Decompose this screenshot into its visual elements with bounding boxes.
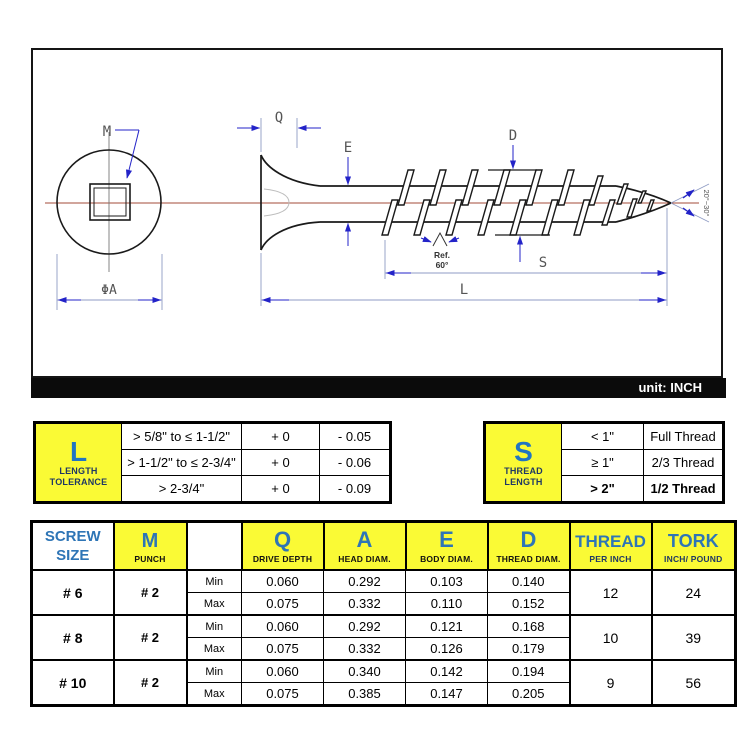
row-size-10-min [32, 660, 736, 683]
header-screw-size: SCREW SIZE [32, 522, 114, 571]
tork-cell: 56 [652, 660, 736, 706]
d-min: 0.194 [488, 660, 570, 683]
thread-per-inch-cell: 12 [570, 570, 652, 615]
l-symbol-cell [35, 423, 122, 503]
q-max: 0.075 [242, 638, 324, 661]
ref-label: Ref. [433, 250, 451, 260]
header-thread-per-inch: THREAD PER INCH [570, 522, 652, 571]
d-min: 0.168 [488, 615, 570, 638]
dim-phi-a [57, 254, 162, 310]
header-row [32, 522, 736, 571]
e-min: 0.121 [406, 615, 488, 638]
s-cond: < 1" [562, 423, 644, 450]
e-max: 0.110 [406, 593, 488, 616]
s-symbol: S [514, 435, 533, 467]
e-min: 0.142 [406, 660, 488, 683]
max-label: Max [187, 593, 242, 616]
thread-angle-ref [421, 233, 459, 270]
e-min: 0.103 [406, 570, 488, 593]
screw-technical-drawing [31, 48, 723, 378]
l-plus: + 0 [242, 476, 320, 503]
l-minus: - 0.09 [320, 476, 391, 503]
header-d-thread-diam: D THREAD DIAM. [488, 522, 570, 571]
d-max: 0.179 [488, 638, 570, 661]
l-minus: - 0.05 [320, 423, 391, 450]
e-max: 0.126 [406, 638, 488, 661]
length-tolerance-table [33, 421, 392, 504]
square-recess-outer [90, 184, 130, 220]
a-min: 0.340 [324, 660, 406, 683]
s-cond: > 2" [562, 476, 644, 503]
dim-e [344, 140, 352, 246]
d-label: D [508, 128, 518, 144]
e-label: E [343, 140, 353, 156]
a-max: 0.385 [324, 683, 406, 706]
q-max: 0.075 [242, 683, 324, 706]
tip-angle-label: 20°~30° [702, 189, 711, 217]
size-cell: # 10 [32, 660, 114, 706]
l-range: > 5/8" to ≤ 1-1/2" [122, 423, 242, 450]
punch-cell: # 2 [114, 570, 187, 615]
s-label: S [538, 255, 548, 271]
drawing-frame [31, 48, 723, 378]
punch-cell: # 2 [114, 615, 187, 660]
size-cell: # 6 [32, 570, 114, 615]
s-result: 2/3 Thread [644, 450, 724, 476]
row-size-8-min [32, 615, 736, 638]
q-label: Q [274, 110, 284, 126]
a-min: 0.292 [324, 570, 406, 593]
l-title-1: LENGTH [59, 465, 98, 476]
phi-a-label: ΦA [101, 283, 117, 298]
screw-spec-table [30, 520, 737, 707]
q-max: 0.075 [242, 593, 324, 616]
s-title-2: LENGTH [504, 477, 543, 488]
max-label: Max [187, 638, 242, 661]
tork-cell: 39 [652, 615, 736, 660]
dim-q [237, 110, 321, 152]
l-range: > 1-1/2" to ≤ 2-3/4" [122, 450, 242, 476]
head-front-view [57, 132, 161, 272]
square-recess-inner [94, 188, 126, 216]
row-size-6-min [32, 570, 736, 593]
min-label: Min [187, 660, 242, 683]
d-min: 0.140 [488, 570, 570, 593]
a-max: 0.332 [324, 638, 406, 661]
tip-bottom [616, 203, 671, 222]
max-label: Max [187, 683, 242, 706]
thread-per-inch-cell: 10 [570, 615, 652, 660]
l-range: > 2-3/4" [122, 476, 242, 503]
e-max: 0.147 [406, 683, 488, 706]
header-a-head-diam: A HEAD DIAM. [324, 522, 406, 571]
header-m-punch: M PUNCH [114, 522, 187, 571]
d-max: 0.152 [488, 593, 570, 616]
header-empty [187, 522, 242, 571]
unit-bar [31, 378, 726, 398]
a-max: 0.332 [324, 593, 406, 616]
l-symbol: L [69, 435, 88, 467]
unit-label: unit: INCH [638, 380, 702, 395]
min-label: Min [187, 570, 242, 593]
l-label: L [459, 282, 469, 298]
header-tork: TORK INCH/ POUND [652, 522, 736, 571]
s-result: 1/2 Thread [644, 476, 724, 503]
q-min: 0.060 [242, 660, 324, 683]
l-title-2: TOLERANCE [49, 477, 108, 488]
s-symbol-cell [485, 423, 562, 503]
s-result: Full Thread [644, 423, 724, 450]
min-label: Min [187, 615, 242, 638]
a-min: 0.292 [324, 615, 406, 638]
size-cell: # 8 [32, 615, 114, 660]
dim-l [261, 253, 667, 306]
header-q-drive-depth: Q DRIVE DEPTH [242, 522, 324, 571]
l-plus: + 0 [242, 450, 320, 476]
d-max: 0.205 [488, 683, 570, 706]
thread-length-table [483, 421, 725, 504]
tork-cell: 24 [652, 570, 736, 615]
header-e-body-diam: E BODY DIAM. [406, 522, 488, 571]
q-min: 0.060 [242, 570, 324, 593]
s-cond: ≥ 1" [562, 450, 644, 476]
l-plus: + 0 [242, 423, 320, 450]
q-min: 0.060 [242, 615, 324, 638]
m-label: M [102, 124, 112, 140]
s-title-1: THREAD [504, 465, 543, 476]
ref-angle-label: 60° [435, 260, 449, 270]
thread-per-inch-cell: 9 [570, 660, 652, 706]
punch-cell: # 2 [114, 660, 187, 706]
l-minus: - 0.06 [320, 450, 391, 476]
